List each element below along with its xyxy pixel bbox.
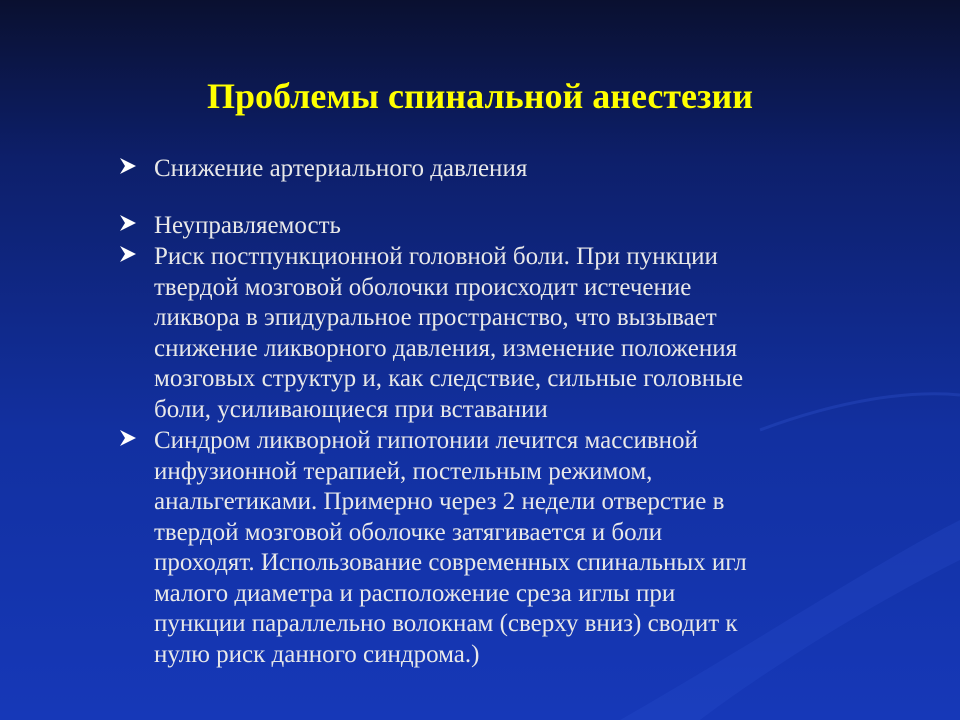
bullet-item [118,154,888,185]
bullet-text: Неуправляемость [154,212,341,239]
bullet-text: Риск постпункционной головной боли. При пункции твердой мозговой оболочки происходит истечение ликвора в эпидуральное пространство, что вызывает снижение ликворного давления, изменение положения мозговых структур и, как следствие, сильные головные боли, усиливающиеся при вставании [154,243,744,423]
bullet-text: Снижение артериального давления [154,155,528,182]
arrowhead-bullet-icon [118,156,138,176]
arrowhead-bullet-icon [118,244,138,264]
bullet-item [118,242,888,425]
bullet-text: Синдром ликворной гипотонии лечится массивной инфузионной терапией, постельным режимом, анальгетиками. Примерно через 2 недели отверстие в твердой мозговой оболочке затягивается и боли проходят. Использование современных спинальных игл малого диаметра и расположение среза иглы при пункции параллельно волокнам (сверху вниз) сводит к нулю риск данного синдрома.) [154,427,747,668]
arrowhead-bullet-icon [118,428,138,448]
slide-title: Проблемы спинальной анестезии [207,76,753,116]
arrowhead-bullet-icon [118,213,138,233]
bullet-item [118,211,888,242]
bullet-item [118,426,888,670]
